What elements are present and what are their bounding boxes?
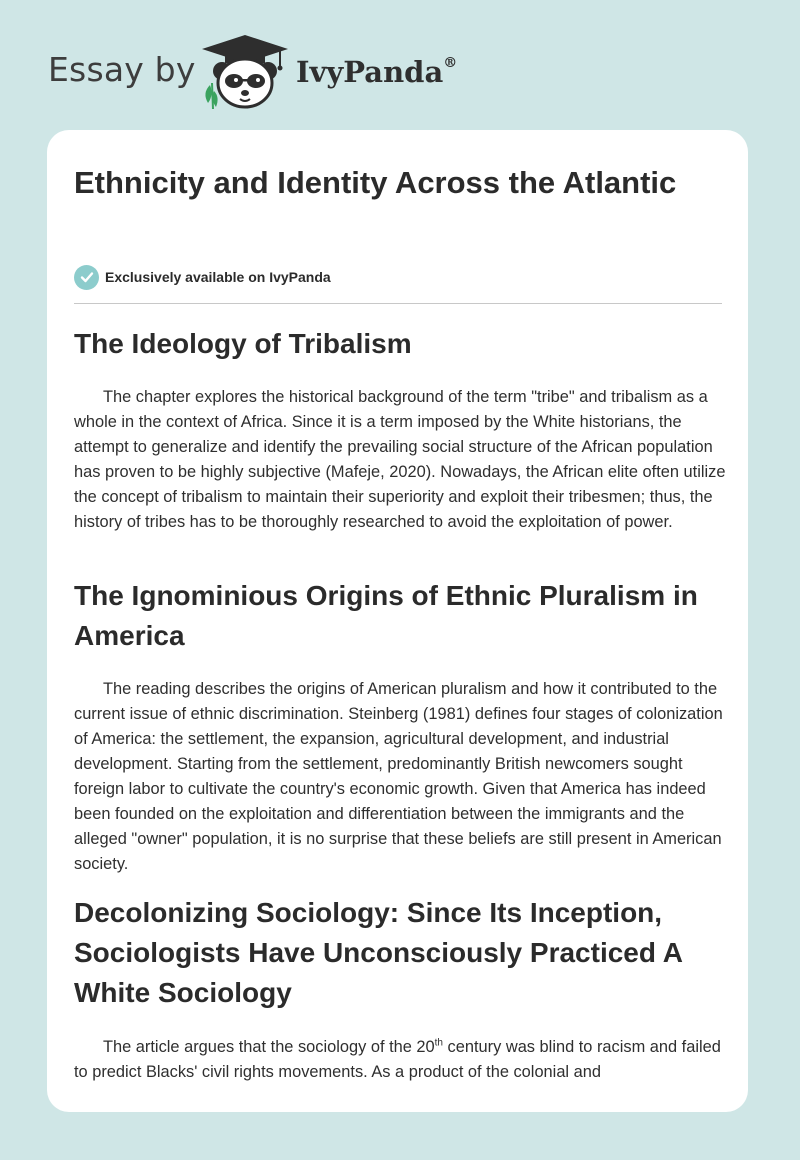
registered-mark: ®: [443, 55, 458, 72]
essay-title: Ethnicity and Identity Across the Atlantic: [74, 165, 677, 200]
essay-by-label: Essay by: [48, 50, 196, 89]
paragraph-text: century was blind to racism and failed to predict Blacks' civil rights movements. As a product of the colonial and: [74, 1038, 721, 1081]
section-heading: The Ideology of Tribalism: [74, 328, 412, 359]
section-paragraph: The reading describes the origins of American pluralism and how it contributed to the current issue of ethnic discrimination. Steinberg (1981) defines four stages of colonization of America: the settlement, the expansion, agricultural development, and industrial development. Starting from the settlement, predominantly British newcomers sought foreign labor to cultivate the country's economic growth. Given that America has indeed been founded on the exploitation and differentiation between the immigrants and the alleged "owner" population, it is no surprise that these beliefs are still present in American society.: [74, 680, 723, 873]
checkmark-icon: [74, 265, 99, 290]
paragraph-text: The article argues that the sociology of the 20: [103, 1038, 435, 1056]
section-paragraph: [74, 1035, 726, 1085]
brand-text: IvyPanda: [296, 55, 444, 89]
divider: [74, 303, 722, 304]
exclusive-label: Exclusively available on IvyPanda: [105, 269, 331, 285]
section-heading: Decolonizing Sociology: Since Its Inception, Sociologists Have Unconsciously Practiced A White Sociology: [74, 897, 682, 1008]
essay-card: [47, 130, 748, 1112]
site-header: [0, 0, 800, 130]
section-heading: The Ignominious Origins of Ethnic Pluralism in America: [74, 580, 698, 651]
exclusive-badge: [74, 264, 331, 290]
ordinal-suffix: th: [434, 1037, 443, 1049]
panda-logo-icon[interactable]: [200, 33, 290, 109]
brand-name[interactable]: [296, 55, 457, 89]
section-paragraph: The chapter explores the historical background of the term "tribe" and tribalism as a whole in the context of Africa. Since it is a term imposed by the White historians, the attempt to generalize and identify the prevailing social structure of the African population has proven to be highly subjective (Mafeje, 2020). Nowadays, the African elite often utilize the concept of tribalism to maintain their superiority and exploit their tribesmen; thus, the history of tribes has to be thoroughly researched to avoid the exploitation of power.: [74, 388, 726, 531]
